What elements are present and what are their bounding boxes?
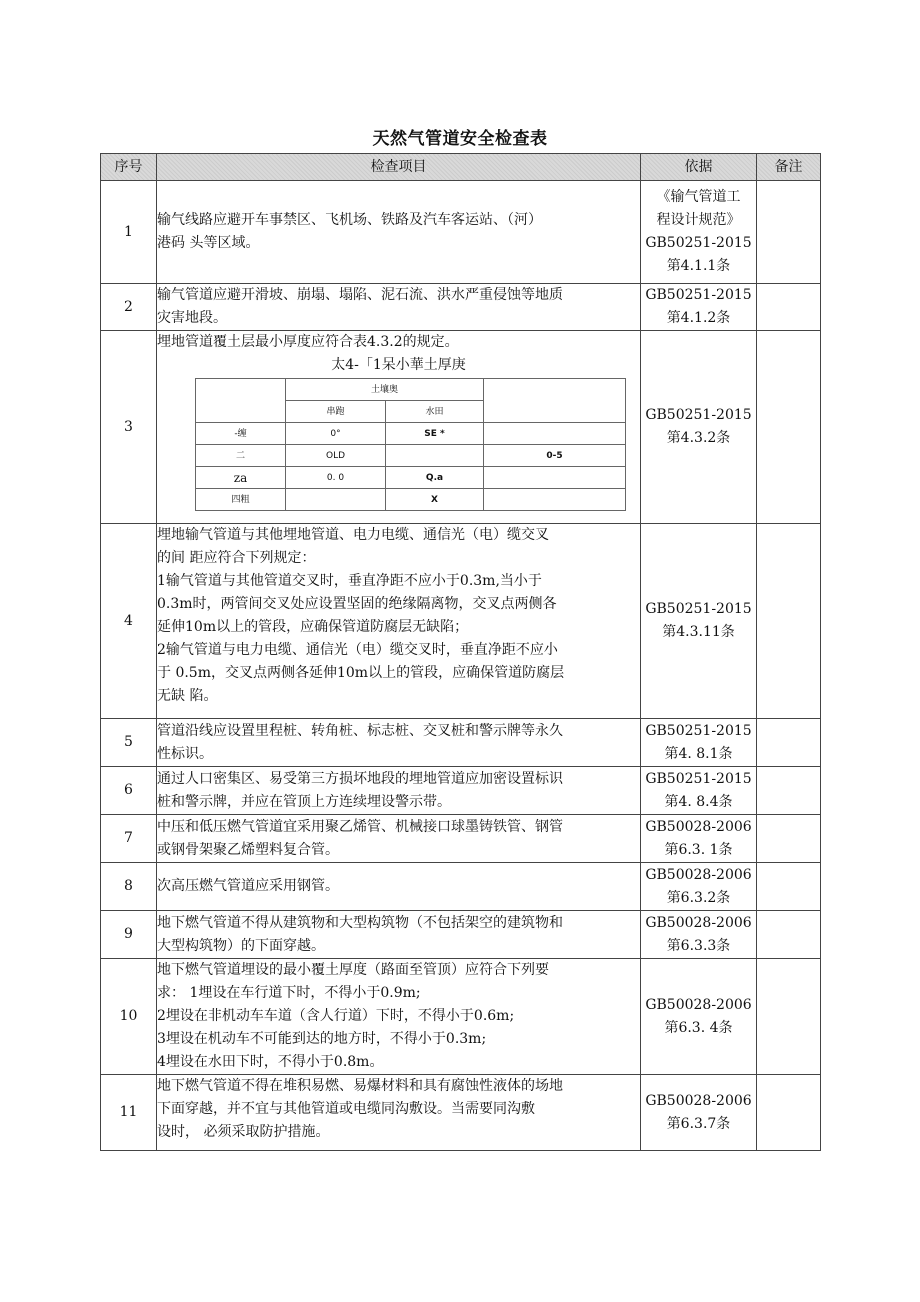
table-row [101,719,821,767]
check-item [157,181,641,284]
basis-line: 第6.3. 4条 [664,1019,733,1036]
row-number: 1 [101,181,157,284]
remark-cell [757,524,821,719]
soil-cell: 四粗 [196,489,286,511]
basis-line: 第4. 8.1条 [664,745,733,762]
remark-cell [757,719,821,767]
remark-cell [757,767,821,815]
table-row [101,911,821,959]
row-number: 3 [101,331,157,524]
header-row [101,154,821,181]
row-number: 6 [101,767,157,815]
soil-cell [286,489,386,511]
row-number: 11 [101,1075,157,1151]
check-item-line: 地下燃气管道埋设的最小覆土厚度（路面至管顶）应符合下列要 [157,962,549,978]
soil-header-group: 土壤奥 [286,379,484,401]
header-no: 序号 [101,154,157,181]
check-item-line: 地下燃气管道不得在堆积易燃、易爆材料和具有腐蚀性液体的场地 [157,1078,563,1094]
soil-cell: 0° [286,423,386,445]
basis-line: GB50028-2006 [645,914,752,931]
soil-cover-table [195,378,626,511]
check-item [157,959,641,1075]
soil-header-col: 串跑 [286,401,386,423]
check-item-line: 埋地管道覆土层最小厚度应符合表4.3.2的规定。 [157,334,459,350]
remark-cell [757,284,821,331]
check-item-line: 输气线路应避开车事禁区、飞机场、铁路及汽车客运站、（河） [157,212,542,228]
table-row [101,863,821,911]
check-item-line: 2输气管道与电力电缆、通信光（电）缆交叉时，垂直净距不应小 [157,642,558,658]
header-basis: 依据 [641,154,757,181]
remark-cell [757,911,821,959]
remark-cell [757,815,821,863]
basis-cell [641,911,757,959]
basis-cell [641,284,757,331]
basis-cell [641,331,757,524]
soil-cell [386,445,484,467]
check-item-line: 求： 1埋设在车行道下时，不得小于0.9m; [157,985,421,1001]
row-number: 2 [101,284,157,331]
soil-cell [484,423,626,445]
soil-table-title: 太4-「1呆小華土厚庚 [331,357,466,373]
basis-line: 第4.3.11条 [662,624,735,640]
check-item-line: 无缺 陷。 [157,688,218,704]
table-row [101,959,821,1075]
check-item-line: 灾害地段。 [157,310,227,326]
basis-line: 第6.3. 1条 [664,841,733,858]
row-number: 5 [101,719,157,767]
check-item [157,911,641,959]
check-item-line: 大型构筑物）的下面穿越。 [157,937,325,954]
soil-cell: za [196,467,286,489]
basis-line: GB50251-2015 [645,722,752,739]
basis-line: 《输气管道工 [656,189,741,205]
check-item-line: 港码 头等区域。 [157,235,260,251]
check-item-line: 1输气管道与其他管道交叉时，垂直净距不应小于0.3m,当小于 [157,573,542,589]
check-item-line: 设时， 必须采取防护措施。 [157,1124,330,1140]
check-item [157,524,641,719]
check-item-line: 桩和警示牌，并应在管顶上方连续埋设警示带。 [157,793,451,810]
check-item-line: 管道沿线应设置里程桩、转角桩、标志桩、交叉桩和警示牌等永久 [157,722,563,739]
basis-cell [641,863,757,911]
basis-cell [641,815,757,863]
basis-line: GB50028-2006 [645,866,752,883]
table-row [101,331,821,524]
table-row [101,815,821,863]
basis-cell [641,1075,757,1151]
basis-line: GB50251-2015 [645,770,752,787]
check-item [157,1075,641,1151]
check-item-line: 的间 距应符合下列规定： [157,550,316,566]
soil-cell [484,489,626,511]
soil-cell: 0-5 [484,445,626,467]
check-item [157,719,641,767]
soil-header-col: 水田 [386,401,484,423]
row-number: 7 [101,815,157,863]
basis-line: GB50251-2015 [645,407,752,423]
remark-cell [757,181,821,284]
soil-cell: X [386,489,484,511]
remark-cell [757,331,821,524]
row-number: 9 [101,911,157,959]
check-item [157,815,641,863]
soil-table-corner [196,379,286,423]
soil-cell: 二 [196,445,286,467]
basis-cell [641,719,757,767]
soil-cell: OLD [286,445,386,467]
check-item [157,863,641,911]
row-number: 10 [101,959,157,1075]
basis-cell [641,524,757,719]
basis-line: 第4.3.2条 [666,430,731,446]
page-title: 天然气管道安全检查表 [372,129,548,149]
basis-cell [641,181,757,284]
check-item-line: 输气管道应避开滑坡、崩塌、塌陷、泥石流、洪水严重侵蚀等地质 [157,287,563,303]
basis-line: 第4.1.1条 [666,258,731,274]
remark-cell [757,863,821,911]
table-row [101,284,821,331]
soil-header-blank [484,379,626,423]
check-item-line: 通过人口密集区、易受第三方损坏地段的埋地管道应加密设置标识 [157,770,563,787]
header-remark: 备注 [757,154,821,181]
remark-cell [757,1075,821,1151]
check-item-line: 或钢骨架聚乙烯塑料复合管。 [157,841,339,858]
check-item-line: 0.3m时，两管间交叉处应设置坚固的绝缘隔离物，交叉点两侧各 [157,596,557,612]
check-item-line: 2埋设在非机动车车道（含人行道）下时，不得小于0.6m; [157,1008,515,1024]
table-row [101,1075,821,1151]
basis-line: GB50028-2006 [645,1092,752,1109]
header-item: 检查项目 [157,154,641,181]
check-item-line: 地下燃气管道不得从建筑物和大型构筑物（不包括架空的建筑物和 [157,914,563,931]
soil-cell: Q.a [386,467,484,489]
check-item-line: 于 0.5m，交叉点两侧各延伸10m以上的管段，应确保管道防腐层 [157,665,565,681]
basis-line: GB50251-2015 [645,287,752,303]
check-item-line: 中压和低压燃气管道宜采用聚乙烯管、机械接口球墨铸铁管、钢管 [157,818,563,835]
row-number: 4 [101,524,157,719]
basis-line: 第6.3.7条 [666,1115,731,1132]
soil-cell: SE * [386,423,484,445]
check-item-line: 次高压燃气管道应采用钢管。 [157,878,339,894]
basis-cell [641,767,757,815]
basis-line: GB50028-2006 [645,996,752,1013]
basis-line: 第6.3.3条 [666,937,731,954]
check-item [157,767,641,815]
check-item-line: 性标识。 [157,745,213,762]
basis-line: 第4.1.2条 [666,310,731,326]
check-item-line: 下面穿越，并不宜与其他管道或电缆同沟敷设。当需要同沟敷 [157,1101,535,1117]
remark-cell [757,959,821,1075]
row-number: 8 [101,863,157,911]
soil-cell: 0. 0 [286,467,386,489]
soil-cell: -缠 [196,423,286,445]
soil-cell [484,467,626,489]
check-item-line: 4埋设在水田下时，不得小于0.8m。 [157,1054,384,1070]
basis-line: GB50251-2015 [645,235,752,251]
table-row [101,767,821,815]
check-item [157,284,641,331]
basis-line: 第4. 8.4条 [664,793,733,810]
inspection-table [100,153,821,1151]
check-item-line: 埋地输气管道与其他埋地管道、电力电缆、通信光（电）缆交叉 [157,527,549,543]
basis-cell [641,959,757,1075]
table-row [101,181,821,284]
basis-line: GB50028-2006 [645,818,752,835]
basis-line: 程设计规范》 [656,212,741,228]
table-row [101,524,821,719]
basis-line: 第6.3.2条 [666,889,731,906]
check-item [157,331,641,524]
check-item-line: 3埋设在机动车不可能到达的地方时，不得小于0.3m; [157,1031,487,1047]
basis-line: GB50251-2015 [645,601,752,617]
check-item-line: 延伸10m以上的管段，应确保管道防腐层无缺陷； [157,619,469,635]
